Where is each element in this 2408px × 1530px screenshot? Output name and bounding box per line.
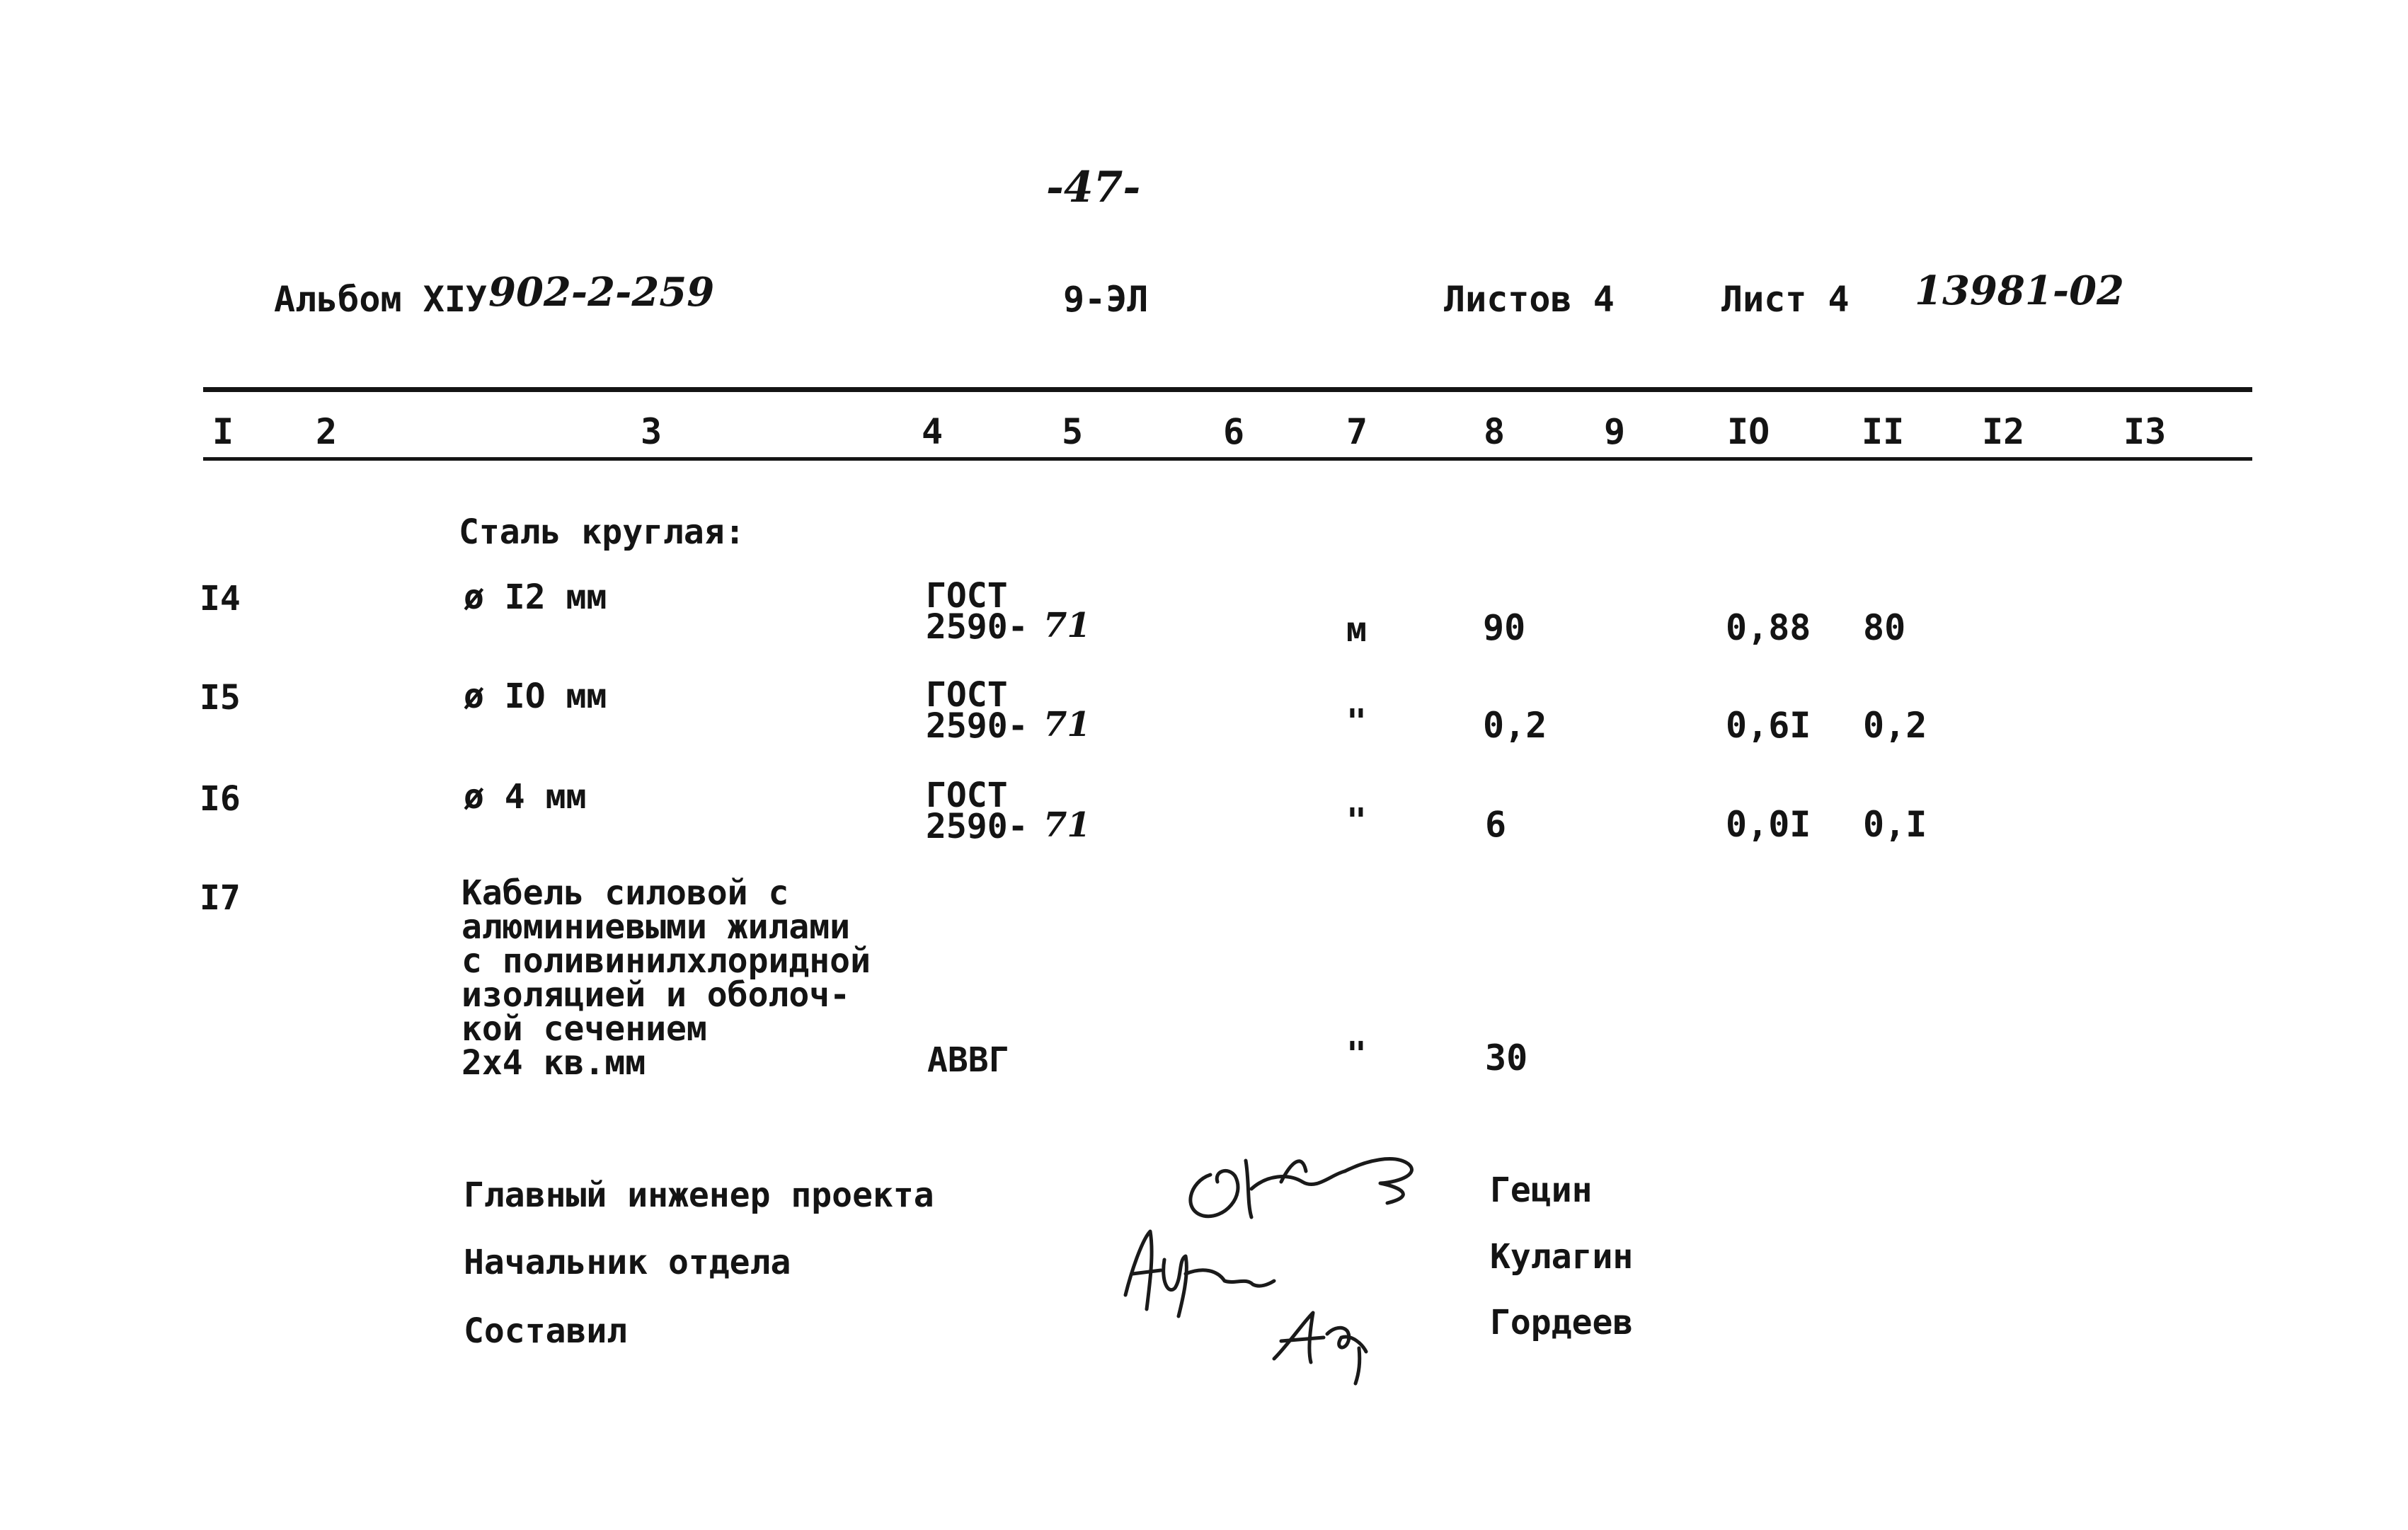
row-position: I5 — [200, 678, 241, 718]
signature-name: Гецин — [1490, 1170, 1593, 1210]
column-number: 6 — [1223, 411, 1245, 452]
row-standard-line-2: 2590- — [926, 706, 1028, 746]
section-code: 9-ЭЛ — [1063, 279, 1149, 320]
signature-chief-engineer — [1168, 1132, 1451, 1231]
row-col11: 0,I — [1863, 804, 1927, 845]
column-number: I — [212, 411, 234, 452]
row-standard-year: 71 — [1043, 705, 1091, 744]
row-col10: 0,6I — [1726, 705, 1811, 746]
row-standard-year: 71 — [1043, 805, 1091, 845]
signature-role: Начальник отдела — [464, 1243, 791, 1282]
row-name: ø I2 мм — [464, 577, 607, 617]
row-quantity: 0,2 — [1483, 705, 1547, 746]
signature-role: Главный инженер проекта — [464, 1175, 934, 1215]
sheets-total: Листов 4 — [1444, 279, 1615, 320]
row-standard-line-1: ГОСТ — [926, 675, 1008, 715]
group-title: Сталь круглая: — [459, 512, 745, 552]
column-number: 9 — [1604, 411, 1626, 452]
column-number: IO — [1727, 411, 1770, 452]
column-number: 8 — [1484, 411, 1506, 452]
column-number: I3 — [2123, 411, 2167, 452]
column-number: 7 — [1346, 411, 1368, 452]
table-top-rule — [203, 387, 2252, 392]
row-standard: АВВГ — [927, 1040, 1009, 1080]
row-unit: " — [1346, 1035, 1367, 1074]
row-col11: 80 — [1863, 607, 1906, 648]
row-name: Кабель силовой с алюминиевыми жилами с поливинилхлоридной изоляцией и оболоч- кой сечением 2х4 кв.мм — [461, 873, 871, 1083]
row-quantity: 30 — [1485, 1037, 1528, 1079]
column-number: 4 — [922, 411, 944, 452]
row-unit: м — [1346, 610, 1367, 650]
document-number: 13981-02 — [1915, 268, 2124, 314]
row-name: ø 4 мм — [464, 777, 587, 817]
sheet-number: Лист 4 — [1721, 279, 1850, 320]
row-standard-line-2: 2590- — [926, 607, 1028, 647]
row-unit: " — [1346, 801, 1367, 841]
column-number: 3 — [641, 411, 663, 452]
album-label: Альбом XIУ — [274, 279, 488, 320]
row-standard-line-2: 2590- — [926, 807, 1028, 846]
signature-name: Кулагин — [1490, 1237, 1634, 1277]
table-header-rule — [203, 457, 2252, 461]
row-standard-line-1: ГОСТ — [926, 776, 1008, 815]
column-number: 5 — [1062, 411, 1084, 452]
row-position: I4 — [200, 579, 241, 619]
column-number: I2 — [1982, 411, 2025, 452]
row-name: ø IO мм — [464, 677, 607, 716]
row-quantity: 6 — [1485, 804, 1507, 845]
row-standard-year: 71 — [1043, 606, 1091, 645]
signature-compiler — [1260, 1295, 1401, 1387]
row-position: I7 — [200, 878, 241, 918]
column-number: II — [1862, 411, 1905, 452]
page-number: -47- — [1046, 163, 1141, 212]
row-col11: 0,2 — [1863, 705, 1927, 746]
signature-head-of-department — [1111, 1217, 1281, 1323]
row-standard-line-1: ГОСТ — [926, 576, 1008, 616]
album-code: 902-2-259 — [488, 269, 715, 316]
row-position: I6 — [200, 779, 241, 819]
row-quantity: 90 — [1483, 607, 1526, 648]
row-col10: 0,0I — [1726, 804, 1811, 845]
row-unit: " — [1346, 702, 1367, 742]
signature-role: Составил — [464, 1311, 628, 1351]
row-col10: 0,88 — [1726, 607, 1811, 648]
signature-name: Гордеев — [1490, 1303, 1634, 1342]
column-number: 2 — [316, 411, 338, 452]
